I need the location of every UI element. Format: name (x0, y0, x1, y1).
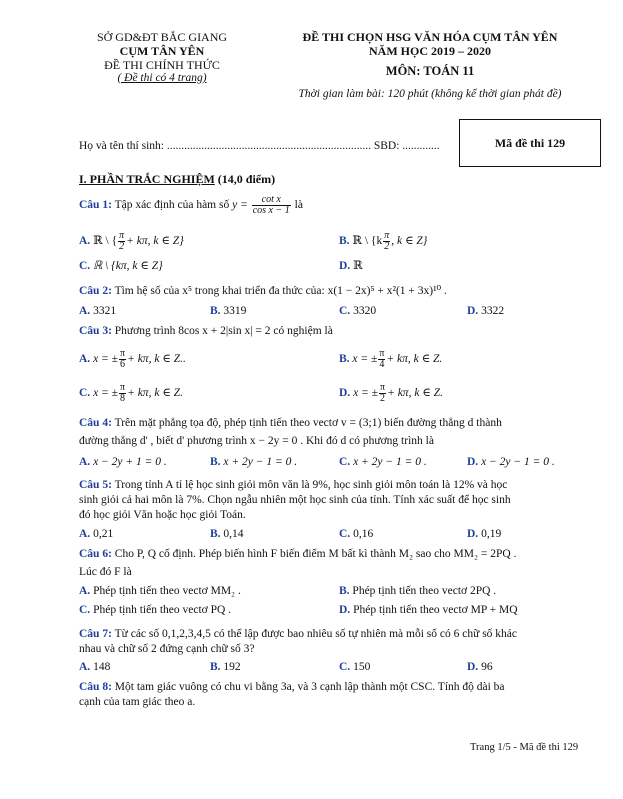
question-3: Câu 3: Phương trình 8cos x + 2|sin x| = 2 có nghiệm là (79, 325, 333, 337)
exam-title: ĐỀ THI CHỌN HSG VĂN HÓA CỤM TÂN YÊN (302, 30, 558, 44)
official-label: ĐỀ THI CHÍNH THỨC (104, 58, 220, 72)
question-6: Câu 6: Cho P, Q cố định. Phép biến hình F biến điểm M bất kì thành M₂ sao cho MM₂ = 2PQ . (79, 548, 517, 560)
question-8: Câu 8: Một tam giác vuông có chu vi bằng 3a, và 3 cạnh lập thành một CSC. Tính độ dài ba (79, 681, 505, 693)
question-4-line-2: đường thẳng d' , biết d' phương trình x − 2y = 0 . Khi đó d có phương trình là (79, 435, 434, 447)
question-1: Câu 1: Tập xác định của hàm số y = $\frac{\text{cot x}}{\text{cos x − 1}}$ là (79, 194, 303, 216)
q4-option-b[interactable]: B. x + 2y − 1 = 0 . (210, 456, 298, 468)
exam-code: Mã đề thi 129 (494, 136, 566, 150)
q1-option-b[interactable]: B. ℝ \ {k $\frac{\pi}{2}$ , k ∈ Z} (339, 230, 428, 252)
q6-option-d[interactable]: D. Phép tịnh tiến theo vectơ MP + MQ (339, 604, 518, 616)
q3-option-d[interactable]: D. x = ± $\frac{\pi}{2}$ + kπ, k ∈ Z. (339, 382, 443, 404)
q1-option-c[interactable]: C. ℝ \ {kπ, k ∈ Z} (79, 260, 163, 272)
q5-option-c[interactable]: C. 0,16 (339, 528, 374, 540)
q5-option-b[interactable]: B. 0,14 (210, 528, 244, 540)
q2-option-c[interactable]: C. 3320 (339, 305, 377, 317)
q3-option-c[interactable]: C. x = ± $\frac{\pi}{8}$ + kπ, k ∈ Z. (79, 382, 183, 404)
page-count-note: ( Đề thi có 4 trang) (117, 72, 207, 84)
question-8-line-2: cạnh của tam giác theo a. (79, 696, 196, 708)
q6-option-a[interactable]: A. Phép tịnh tiến theo vectơ MM₂ . (79, 585, 241, 597)
q4-option-a[interactable]: A. x − 2y + 1 = 0 . (79, 456, 167, 468)
q6-option-c[interactable]: C. Phép tịnh tiến theo vectơ PQ . (79, 604, 232, 616)
question-7: Câu 7: Từ các số 0,1,2,3,4,5 có thể lập được bao nhiêu số tự nhiên mà mỗi số có 6 chữ số khác (79, 628, 518, 640)
question-6-line-2: Lúc đó F là (79, 566, 132, 578)
q3-option-b[interactable]: B. x = ± $\frac{\pi}{4}$ + kπ, k ∈ Z. (339, 348, 443, 370)
q2-option-b[interactable]: B. 3319 (210, 305, 247, 317)
question-5: Câu 5: Trong tỉnh A tỉ lệ học sinh giỏi môn văn là 9%, học sinh giỏi môn toán là 12% và học (79, 479, 508, 491)
q1-option-d[interactable]: D. ℝ (339, 260, 363, 272)
question-7-line-2: nhau và chữ số 2 đứng cạnh chữ số 3? (79, 643, 255, 655)
q7-option-a[interactable]: A. 148 (79, 661, 111, 673)
question-5-line-2: sinh giỏi cả hai môn là 7%. Chọn ngẫu nhiên một học sinh của tỉnh. Tính xác suất để học sinh (79, 494, 511, 506)
question-2: Câu 2: Tìm hệ số của x⁵ trong khai triển đa thức của: x(1 − 2x)⁵ + x²(1 + 3x)¹⁰ . (79, 285, 447, 297)
q2-option-d[interactable]: D. 3322 (467, 305, 505, 317)
page-footer: Trang 1/5 - Mã đề thi 129 (470, 742, 579, 753)
q5-option-a[interactable]: A. 0,21 (79, 528, 114, 540)
q2-option-a[interactable]: A. 3321 (79, 305, 117, 317)
school-year: NĂM HỌC 2019 – 2020 (369, 44, 491, 58)
question-5-line-3: đó học giỏi Văn hoặc học giỏi Toán. (79, 509, 246, 521)
q4-option-d[interactable]: D. x − 2y − 1 = 0 . (467, 456, 555, 468)
subject-label: MÔN: TOÁN 11 (385, 64, 475, 78)
q7-option-b[interactable]: B. 192 (210, 661, 241, 673)
time-note: Thời gian làm bài: 120 phút (không kể thời gian phát đề) (298, 88, 562, 100)
student-info-line: Họ và tên thí sinh: ....................................................................... SBD: ............. (79, 140, 440, 152)
section-title: I. PHẦN TRẮC NGHIỆM (14,0 điểm) (79, 172, 276, 186)
q3-option-a[interactable]: A. x = ± $\frac{\pi}{6}$ + kπ, k ∈ Z.. (79, 348, 186, 370)
question-4: Câu 4: Trên mặt phẳng tọa độ, phép tịnh tiến theo vectơ v = (3;1) biến đường thẳng d thành (79, 417, 502, 429)
department-name: SỞ GD&ĐT BẮC GIANG (96, 30, 228, 44)
q6-option-b[interactable]: B. Phép tịnh tiến theo vectơ 2PQ . (339, 585, 497, 597)
q4-option-c[interactable]: C. x + 2y − 1 = 0 . (339, 456, 427, 468)
q7-option-c[interactable]: C. 150 (339, 661, 371, 673)
q5-option-d[interactable]: D. 0,19 (467, 528, 502, 540)
q7-option-d[interactable]: D. 96 (467, 661, 493, 673)
q1-option-a[interactable]: A. ℝ \ { $\frac{\pi}{2}$ + kπ, k ∈ Z} (79, 230, 184, 252)
cluster-name: CỤM TÂN YÊN (119, 44, 205, 58)
